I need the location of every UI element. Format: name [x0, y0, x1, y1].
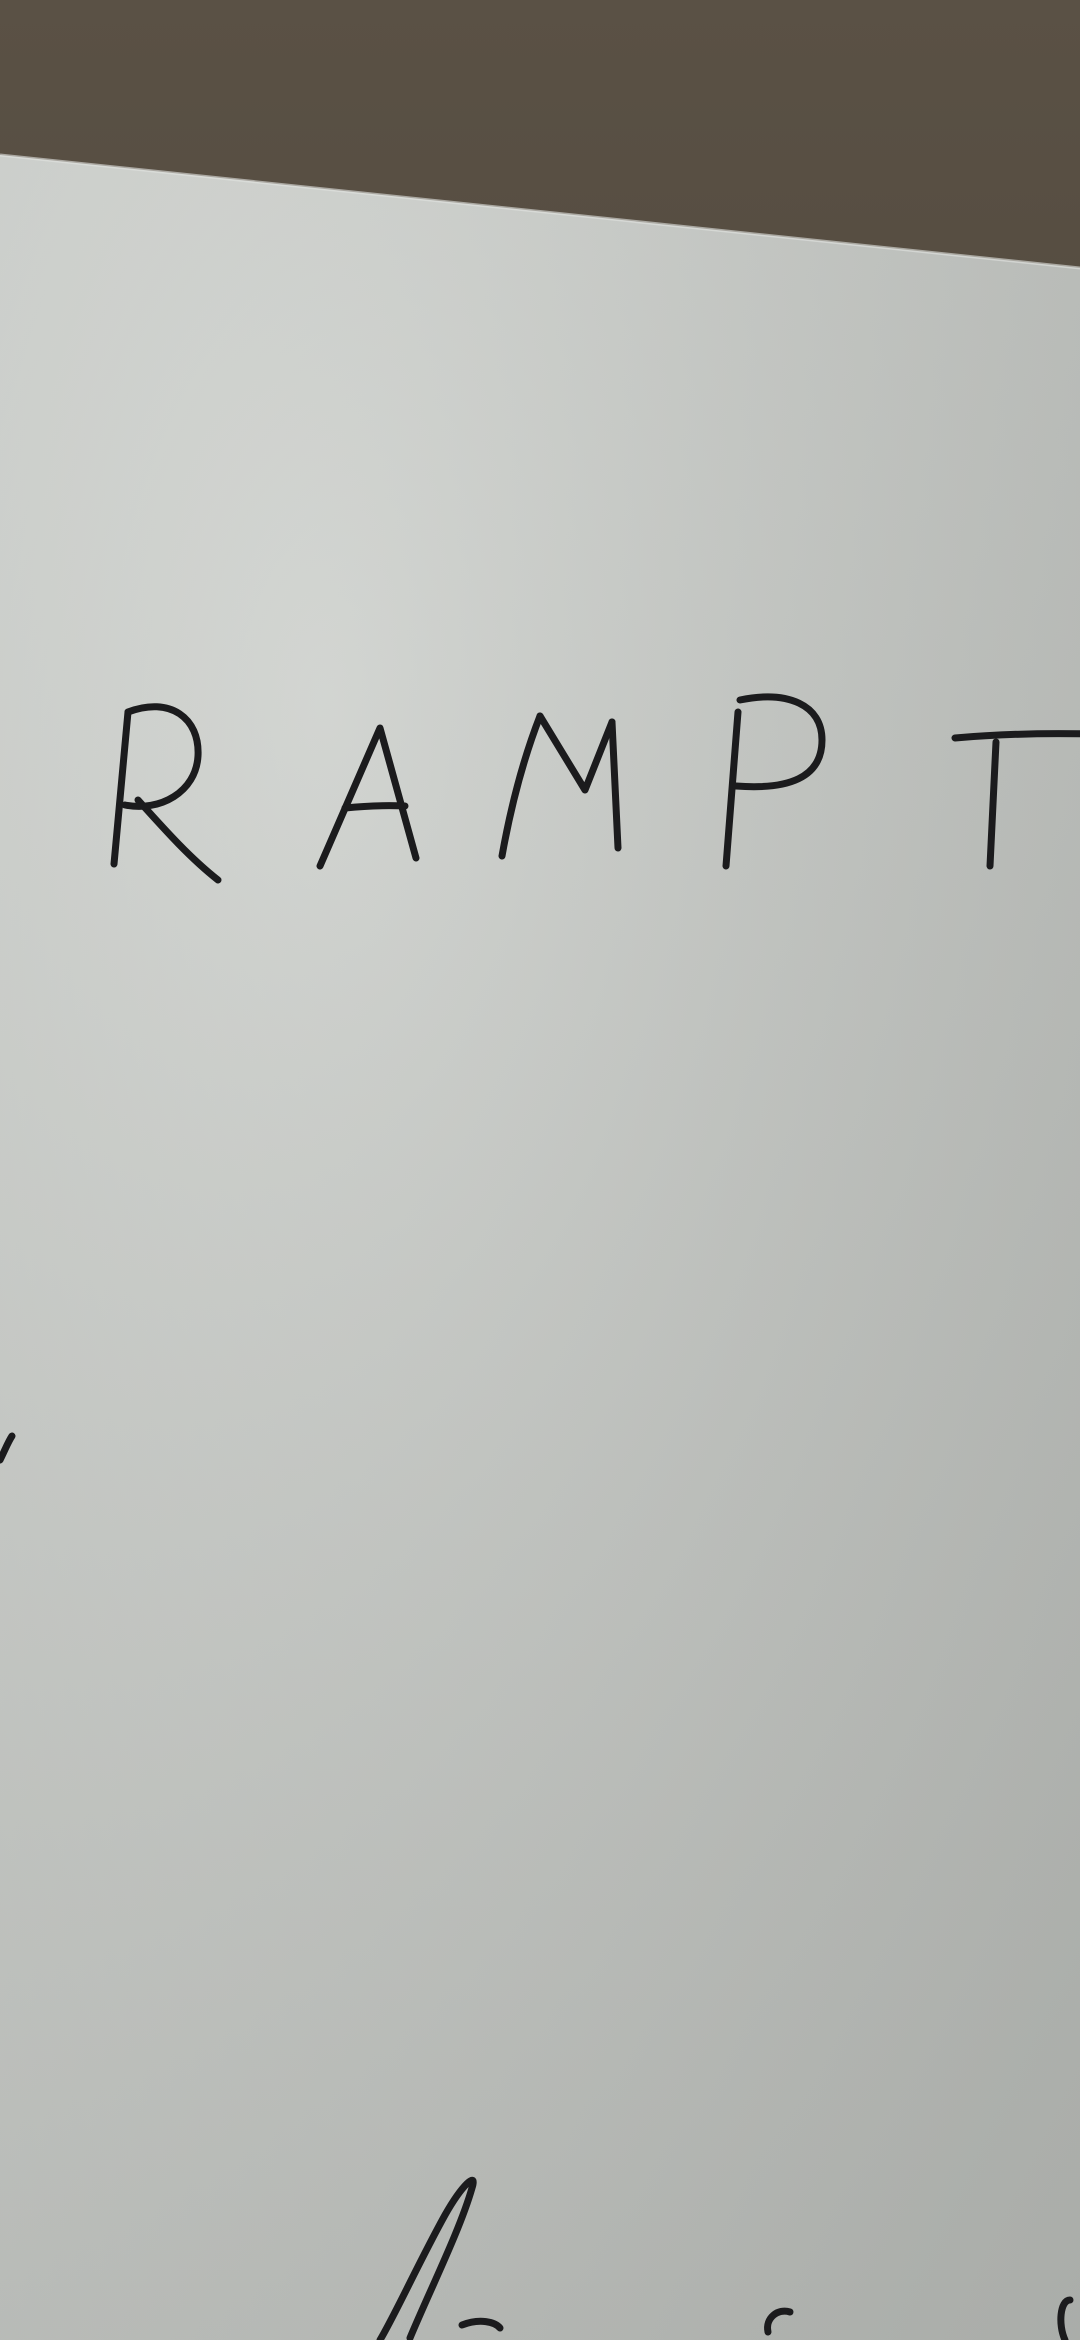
partial-cursive-writing — [380, 2180, 1070, 2340]
handwritten-letter-m — [502, 716, 618, 856]
handwritten-letter-a — [320, 728, 416, 866]
handwritten-letter-r — [114, 707, 218, 880]
handwritten-letter-p — [726, 697, 822, 866]
handwritten-letter-t — [955, 734, 1080, 866]
stray-ink-mark — [0, 1436, 12, 1460]
